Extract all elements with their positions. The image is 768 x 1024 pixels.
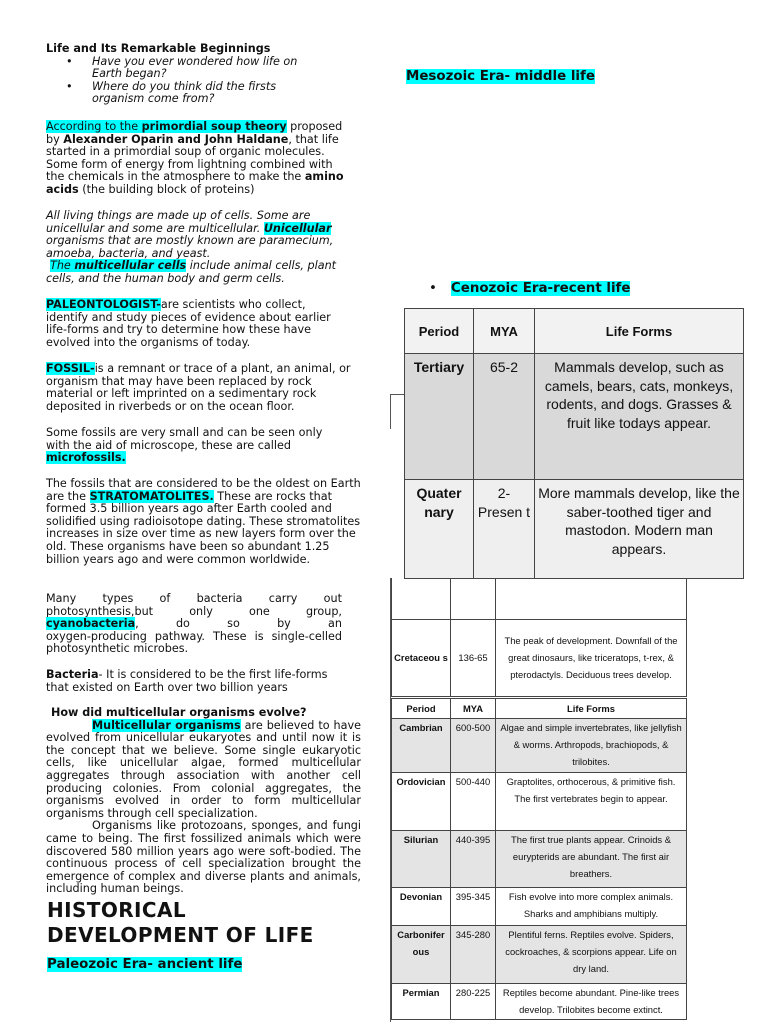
table-shadow-frame [390,394,405,429]
table-row: Silurian 440-395 The first true plants appear. Crinoids & eurypterids are abundant. The first air breathers. [392,831,687,888]
fossil-paragraph: FOSSIL-is a remnant or trace of a plant, an animal, or organism that may have been replaced by rock material or left imprinted on a sedimentary rock deposited in riverbeds or on the ocean floor. [46,362,351,413]
cyanobacteria-paragraph: Many types of bacteria carry out photosynthesis,but only one group, cyanobacteria, do so by an oxygen-producing pathway. These is single-celled photosynthetic microbes. [46,592,342,656]
header-period: Period [405,309,474,354]
table-header-row: Period MYA Life Forms [392,699,687,719]
cenozoic-table [404,308,744,579]
intro-section [46,43,366,106]
evolution-heading: How did multicellular organisms evolve? [51,706,307,719]
historical-title: HISTORICAL DEVELOPMENT OF LIFE [47,898,314,947]
cretaceous-table [391,578,687,697]
evolution-section: How did multicellular organisms evolve? Multicellular organisms are believed to have evolved from unicellular eukaryotes and until now it is the concept that we believe. Some single eukaryotic cells, like unicellular algae, formed multicellular aggregates through association with another cell producing colonies. From colonial aggregates, the organisms evolved in order to form multicellular organisms through cell specialization. Organisms like protozoans, sponges, and fungi came to being. The first fossilized animals which were discovered 580 million years ago were soft-bodied. The continuous process of cell specialization brought the emergence of complex and diverse plants and animals, including human beings. [46,706,361,896]
table-row: Tertiary 65-2 Mammals develop, such as camels, bears, cats, monkeys, rodents, and dogs. Grasses & fruit like todays appear. [405,354,744,480]
primordial-soup-paragraph: According to the primordial soup theory proposed by Alexander Oparin and John Haldane, that life started in a primordial soup of organic molecules. Some form of energy from lightning combined with the chemicals in the atmosphere to make the amino acids (the building block of proteins) [46,120,344,196]
header-life-forms: Life Forms [535,309,744,354]
table-row: Cambrian 600-500 Algae and simple invertebrates, like jellyfish & worms. Arthropods, brachiopods, & trilobites. [392,719,687,773]
table-row: Carbonifer ous 345-280 Plentiful ferns. Reptiles evolve. Spiders, cockroaches, & scorpions appear. Life on dry land. [392,926,687,984]
intro-heading: Life and Its Remarkable Beginnings [46,42,271,55]
stromatolites-paragraph: The fossils that are considered to be the oldest on Earth are the STRATOMATOLITES. These are rocks that formed 3.5 billion years ago after Earth cooled and solidified using radioisotope dating. These stromatolites increases in size over time as new layers form over the old. These organisms have been so abundant 1.25 billion years ago and were common worldwide. [46,477,361,566]
table-row: Quater nary 2-Presen t More mammals develop, like the saber-toothed tiger and mastodon. Modern man appears. [405,480,744,579]
paleozoic-era-heading: Paleozoic Era- ancient life [47,957,243,972]
microfossils-paragraph: Some fossils are very small and can be seen only with the aid of microscope, these are called microfossils. [46,426,323,465]
paleontologist-paragraph: PALEONTOLOGIST-are scientists who collect, identify and study pieces of evidence about earlier life-forms and try to determine how these have evolved into the organisms of today. [46,298,331,349]
mesozoic-era-heading: Mesozoic Era- middle life [406,69,595,84]
cenozoic-era-heading: • Cenozoic Era-recent life [429,281,631,296]
table-row: Ordovician 500-440 Graptolites, orthocerous, & primitive fish. The first vertebrates begin to appear. [392,773,687,831]
table-row: Cretaceou s 136-65 The peak of development. Downfall of the great dinosaurs, like triceratops, t-rex, & pterodactyls. Deciduous trees develop. [392,619,687,696]
table-row: Devonian 395-345 Fish evolve into more complex animals. Sharks and amphibians multiply. [392,888,687,926]
table-row: Permian 280-225 Reptiles become abundant. Pine-like trees develop. Trilobites become extinct. [392,984,687,1020]
question-1: • Have you ever wondered how life on Earth began? [46,56,366,81]
header-mya: MYA [474,309,535,354]
paleozoic-table [391,698,687,1020]
bacteria-paragraph: Bacteria- It is considered to be the first life-forms that existed on Earth over two billion years [46,668,328,694]
cells-paragraph: All living things are made up of cells. Some are unicellular and some are multicellular. Unicellular organisms that are mostly known are paramecium, amoeba, bacteria, and yeast. The multicellular cells include animal cells, plant cells, and the human body and germ cells. [46,209,337,285]
intro-questions [46,56,366,106]
question-2: • Where do you think did the firsts organism come from? [46,81,366,106]
